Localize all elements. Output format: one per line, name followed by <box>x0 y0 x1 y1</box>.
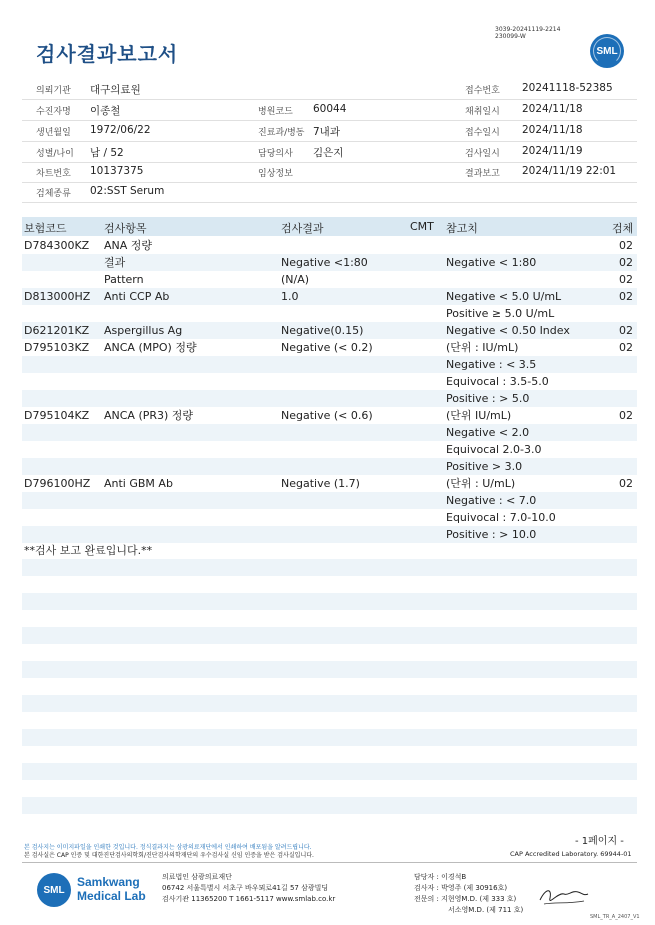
cell-result: (N/A) <box>281 273 310 286</box>
table-row <box>22 407 637 424</box>
staff-info: 담당자 : 이경석B 검사자 : 박영주 (제 30916호) 전문의 : 지현영M.D. (제 333 호) 서소영M.D. (제 711 호) <box>414 873 524 914</box>
signature-icon <box>538 882 590 910</box>
cell-item: Anti GBM Ab <box>104 477 173 490</box>
cell-code: D795104KZ <box>24 409 90 422</box>
cell-item: ANCA (PR3) 정량 <box>104 409 194 422</box>
sml-logo-icon: SML <box>590 34 624 68</box>
cell-item: Pattern <box>104 273 144 286</box>
collect-date-value: 2024/11/18 <box>522 103 583 115</box>
info-row-3: 생년월일 1972/06/22 진료과/병동 7내과 접수일시 2024/11/18 <box>22 121 637 142</box>
cell-specimen: 02 <box>619 256 633 269</box>
report-date-value: 2024/11/19 22:01 <box>522 165 617 177</box>
table-row <box>22 288 637 305</box>
patient-value: 이종철 <box>90 105 121 117</box>
cell-ref: Equivocal 2.0-3.0 <box>446 443 542 456</box>
cell-code: D621201KZ <box>24 324 90 337</box>
info-row-2: 수진자명 이종철 병원코드 60044 채취일시 2024/11/18 <box>22 100 637 121</box>
cap-accreditation: CAP Accredited Laboratory. 69944-01 <box>510 850 632 858</box>
info-row-5: 차트번호 10137375 임상정보 결과보고 2024/11/19 22:01 <box>22 162 637 183</box>
header-specimen: 검체 <box>612 222 634 235</box>
cell-code: D784300KZ <box>24 239 90 252</box>
cell-ref: Positive : > 5.0 <box>446 392 530 405</box>
birth-value: 1972/06/22 <box>90 124 151 136</box>
results-table-header <box>22 217 637 236</box>
institution-value: 대구의료원 <box>90 84 141 96</box>
header-cmt: CMT <box>410 220 434 233</box>
table-row <box>22 373 637 390</box>
cell-result: Negative (< 0.2) <box>281 341 373 354</box>
header-code: 보험코드 <box>24 222 67 235</box>
table-row <box>22 475 637 492</box>
cell-result: Negative (1.7) <box>281 477 360 490</box>
header-result: 검사결과 <box>281 222 324 235</box>
table-row <box>22 441 637 458</box>
empty-row-band <box>22 593 637 610</box>
cell-code: D796100HZ <box>24 477 91 490</box>
cell-ref: Negative < 2.0 <box>446 426 530 439</box>
table-row <box>22 390 637 407</box>
empty-row-band <box>22 763 637 780</box>
completion-note: **검사 보고 완료입니다.** <box>24 544 153 557</box>
chart-no-value: 10137375 <box>90 165 144 177</box>
cell-ref: (단위 : IU/mL) <box>446 341 519 354</box>
dept-value: 7내과 <box>313 126 340 138</box>
cell-ref: Equivocal : 3.5-5.0 <box>446 375 549 388</box>
table-row <box>22 254 637 271</box>
cell-ref: Negative : < 3.5 <box>446 358 537 371</box>
cell-result: 1.0 <box>281 290 299 303</box>
cell-ref: Negative < 5.0 U/mL <box>446 290 562 303</box>
empty-row-band <box>22 559 637 576</box>
cell-item: 결과 <box>104 256 126 269</box>
page-title: 검사결과보고서 <box>36 42 179 66</box>
receipt-date-value: 2024/11/18 <box>522 124 583 136</box>
organization-info: 의료법인 삼광의료재단 06742 서울특별시 서초구 바우뫼로41길 57 삼광빌딩 검사기관 11365200 T 1661-5117 www.smlab.co.kr <box>162 873 336 903</box>
cell-specimen: 02 <box>619 477 633 490</box>
empty-row-band <box>22 695 637 712</box>
info-row-4: 성별/나이 남 / 52 담당의사 김은지 검사일시 2024/11/19 <box>22 142 637 163</box>
empty-row-band <box>22 661 637 678</box>
cell-code: D795103KZ <box>24 341 90 354</box>
info-row-1: 의뢰기관 대구의료원 접수번호 20241118-52385 <box>22 79 637 100</box>
notice-certification: 본 검사실은 CAP 인증 및 대한진단검사의학회/진단검사의학재단의 우수검사실 신임 인증을 받은 검사실입니다. <box>24 852 314 859</box>
cell-result: Negative(0.15) <box>281 324 364 337</box>
footer-divider <box>22 862 637 863</box>
receipt-no-value: 20241118-52385 <box>522 82 613 94</box>
table-row <box>22 424 637 441</box>
cell-item: ANA 정량 <box>104 239 153 252</box>
cell-item: ANCA (MPO) 정량 <box>104 341 197 354</box>
cell-ref: Positive : > 10.0 <box>446 528 537 541</box>
cell-specimen: 02 <box>619 341 633 354</box>
sml-footer-logo-icon: SML <box>37 873 71 907</box>
empty-row-band <box>22 797 637 814</box>
cell-ref: Negative < 1:80 <box>446 256 537 269</box>
cell-ref: (단위 IU/mL) <box>446 409 512 422</box>
cell-ref: Negative : < 7.0 <box>446 494 537 507</box>
table-row <box>22 526 637 543</box>
cell-specimen: 02 <box>619 273 633 286</box>
document-number: 3039-20241119-2214 230099-W <box>495 26 561 40</box>
cell-ref: Negative < 0.50 Index <box>446 324 570 337</box>
table-row <box>22 271 637 288</box>
sex-age-value: 남 / 52 <box>90 147 124 159</box>
hospital-code-value: 60044 <box>313 103 347 115</box>
test-date-value: 2024/11/19 <box>522 145 583 157</box>
cell-specimen: 02 <box>619 409 633 422</box>
cell-item: Anti CCP Ab <box>104 290 170 303</box>
form-code: SML_TR_A_2407_V1 <box>590 914 640 920</box>
table-row <box>22 237 637 254</box>
cell-ref: Positive ≥ 5.0 U/mL <box>446 307 555 320</box>
cell-ref: Equivocal : 7.0-10.0 <box>446 511 556 524</box>
doctor-value: 김은지 <box>313 147 344 159</box>
table-row <box>22 492 637 509</box>
table-row <box>22 509 637 526</box>
cell-ref: Positive > 3.0 <box>446 460 523 473</box>
cell-item: Aspergillus Ag <box>104 324 183 337</box>
table-row <box>22 356 637 373</box>
cell-result: Negative <1:80 <box>281 256 368 269</box>
table-row <box>22 458 637 475</box>
table-row <box>22 339 637 356</box>
cell-specimen: 02 <box>619 239 633 252</box>
info-row-6: 검체종류 02:SST Serum <box>22 182 637 203</box>
cell-code: D813000HZ <box>24 290 91 303</box>
empty-row-band <box>22 627 637 644</box>
cell-specimen: 02 <box>619 324 633 337</box>
table-row <box>22 322 637 339</box>
notice-image-copy: 본 검사지는 이미지파일을 인쇄한 것입니다. 정식결과지는 삼광의료재단에서 인쇄하여 배포됨을 알려드립니다. <box>24 844 312 851</box>
page-number: - 1페이지 - <box>575 836 624 847</box>
table-row <box>22 305 637 322</box>
cell-ref: (단위 : U/mL) <box>446 477 516 490</box>
header-item: 검사항목 <box>104 222 147 235</box>
empty-row-band <box>22 729 637 746</box>
cell-specimen: 02 <box>619 290 633 303</box>
specimen-value: 02:SST Serum <box>90 185 165 197</box>
brand-name: Samkwang Medical Lab <box>77 875 146 903</box>
header-ref: 참고치 <box>446 222 478 235</box>
cell-result: Negative (< 0.6) <box>281 409 373 422</box>
